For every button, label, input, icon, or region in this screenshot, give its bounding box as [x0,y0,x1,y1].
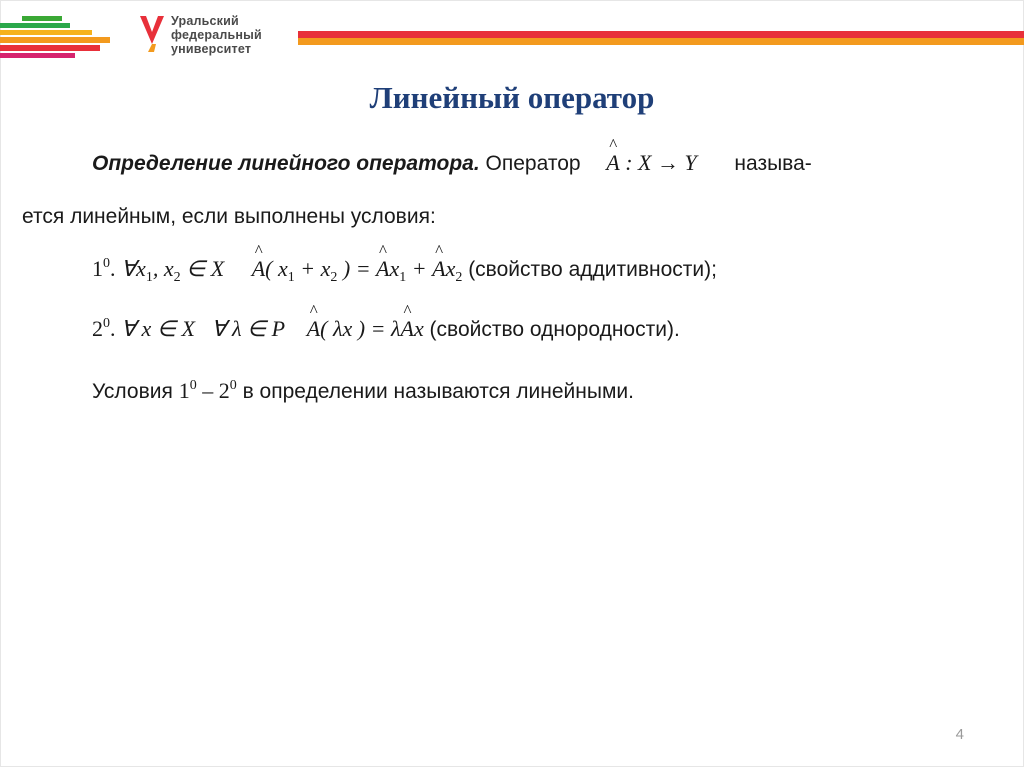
condition-2-formula: ∀ x ∈ X ∀ λ ∈ P ^ A( λx ) = λ^ Ax [121,316,424,341]
condition-1: $1^0$. $\forall x_1$, $x_2$ ∈ X ^ A( $x_1 + x_2$ ) = ^ $Ax_1$ + ^ $Ax_2$ (свойство аддитивности); [92,256,717,286]
condition-1-formula: $\forall x_1$, $x_2$ ∈ X ^ A( $x_1 + x_2$ ) = ^ $Ax_1$ + ^ $Ax_2$ [121,256,462,281]
definition-line-2: ется линейным, если выполнены условия: [22,205,436,228]
conclusion: Условия $1^0 - 2^0$ в определении называются линейными. [92,378,634,403]
definition-text-1: Оператор [485,152,581,175]
conclusion-suffix: в определении называются линейными. [242,380,634,403]
condition-2-label: (свойство однородности). [429,318,680,341]
definition-text-2: называ- [734,152,812,175]
logo-line-2: федеральный [171,28,262,42]
slide-title: Линейный оператор [369,80,655,115]
condition-2: $2^0$. ∀ x ∈ X ∀ λ ∈ P ^ A( λx ) = λ^ Ax (свойство однородности). [92,316,680,342]
conclusion-prefix: Условия [92,380,173,403]
page-number: 4 [955,726,964,743]
university-logo [138,14,168,59]
logo-line-3: университет [171,42,252,56]
logo-line-1: Уральский [171,14,239,28]
operator-formula: ^ A : X → Y [606,150,696,175]
definition-term: Определение линейного оператора. [92,152,480,175]
university-name [171,14,262,56]
condition-1-label: (свойство аддитивности); [468,258,717,281]
definition-line-1 [92,150,812,176]
